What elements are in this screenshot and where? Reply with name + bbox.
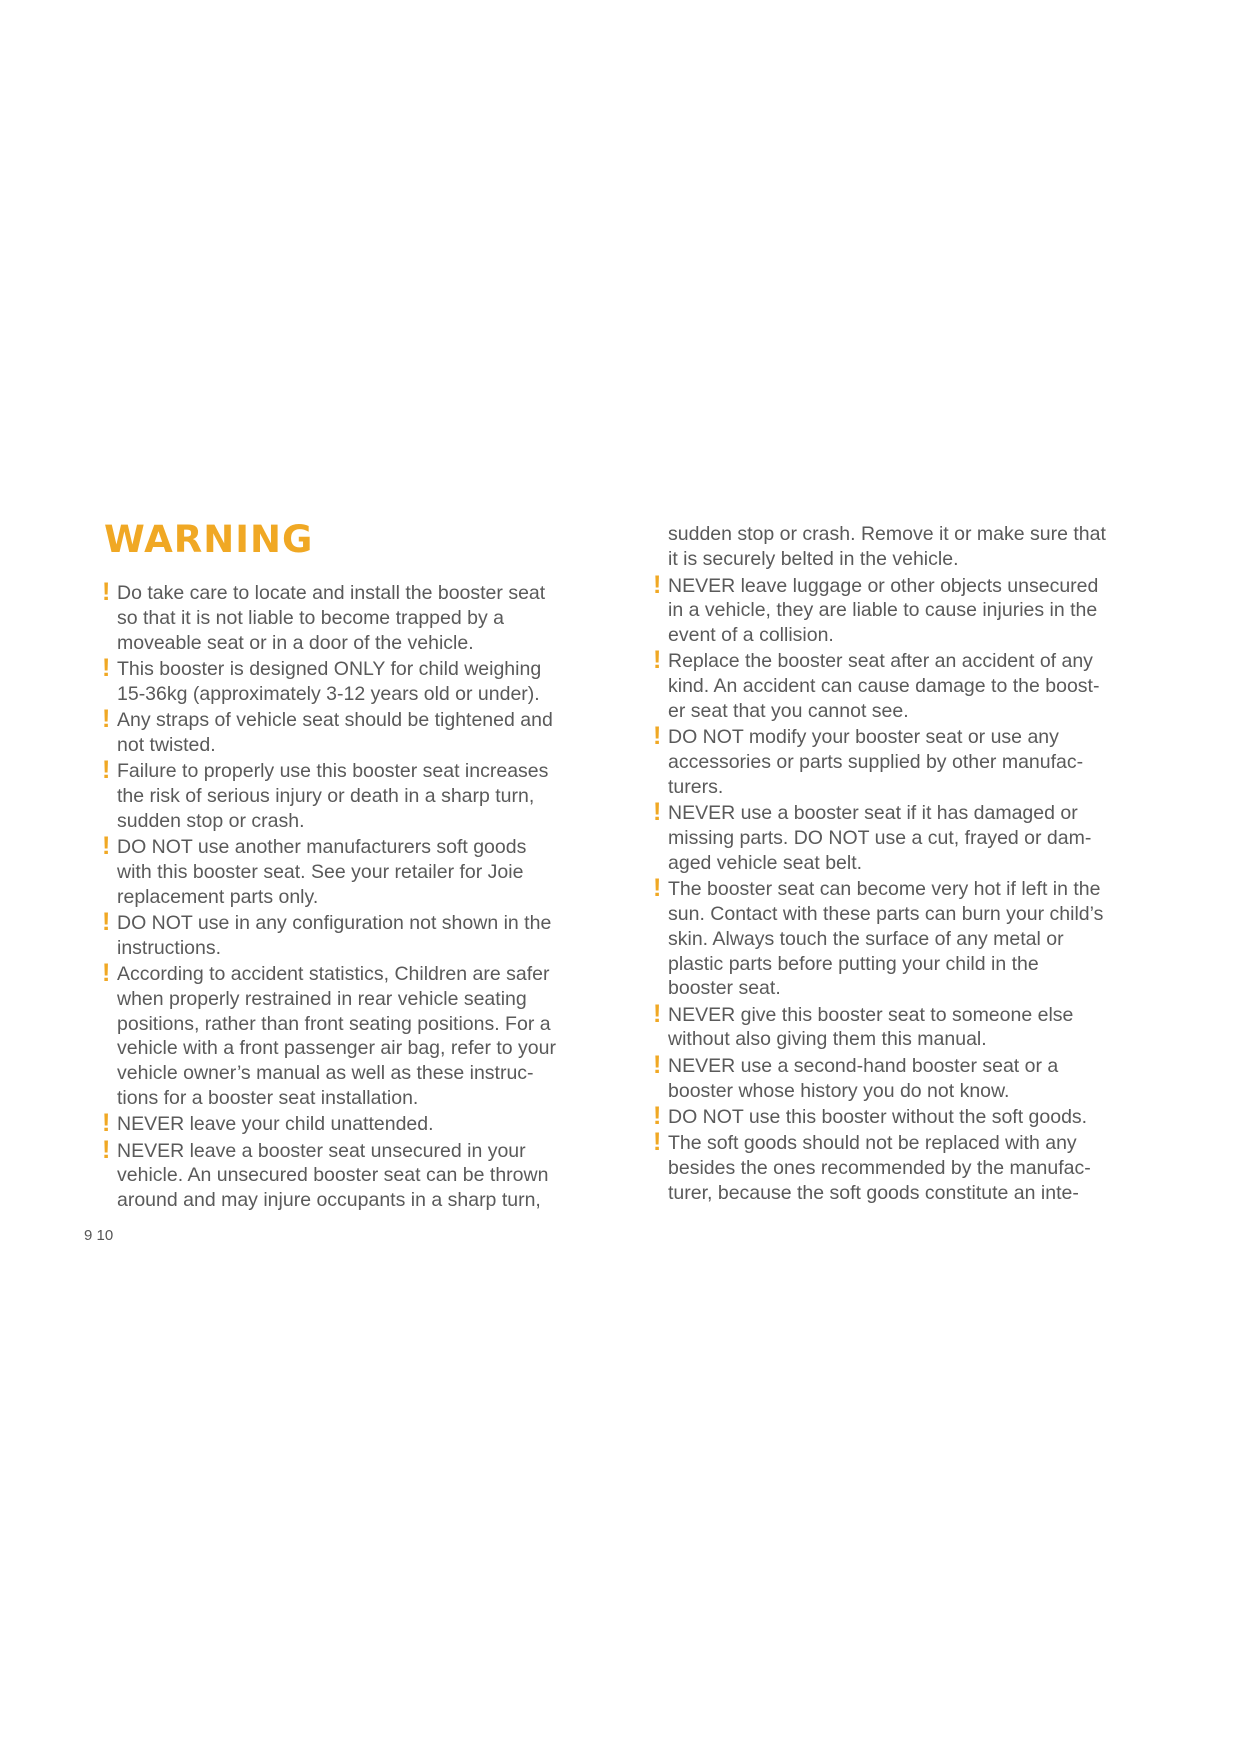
exclamation-icon: ! xyxy=(102,1109,111,1138)
warning-item xyxy=(653,798,1155,875)
warning-item-text: DO NOT use another manufacturers soft goods with this booster seat. See your retailer for Joie replacement parts only. xyxy=(117,835,527,908)
warning-item-text: The soft goods should not be replaced with any besides the ones recommended by the manufac- turer, because the soft goods constitute an inte- xyxy=(668,1132,1091,1204)
exclamation-icon: ! xyxy=(102,578,111,606)
warning-item xyxy=(653,722,1155,799)
warning-list-left xyxy=(102,578,604,1214)
continued-warning-label: sudden stop or crash. Remove it or make sure that it is securely belted in the vehicle. xyxy=(668,523,1106,570)
exclamation-icon: ! xyxy=(102,958,111,987)
warning-item-text: NEVER give this booster seat to someone else without also giving them this manual. xyxy=(668,1003,1074,1051)
warning-item xyxy=(102,831,604,909)
warning-item xyxy=(102,1109,604,1138)
warning-item xyxy=(653,999,1155,1053)
warning-item xyxy=(653,646,1155,723)
exclamation-icon: ! xyxy=(653,1050,662,1079)
warning-item xyxy=(653,1101,1155,1130)
warning-item-text: Replace the booster seat after an accident of any kind. An accident can cause damage to the boost- er seat that you cannot see. xyxy=(668,650,1100,723)
exclamation-icon: ! xyxy=(102,756,111,785)
warning-item xyxy=(102,958,604,1111)
warning-item-text: Any straps of vehicle seat should be tightened and not twisted. xyxy=(117,708,553,756)
warning-item-text: NEVER leave luggage or other objects unsecured in a vehicle, they are liable to cause injuries in the event of a collision. xyxy=(668,574,1099,647)
warning-item-text: Do take care to locate and install the booster seat so that it is not liable to become trapped by a moveable seat or in a door of the vehicle. xyxy=(117,582,546,654)
exclamation-icon: ! xyxy=(653,798,662,827)
warning-item-text: This booster is designed ONLY for child weighing 15-36kg (approximately 3-12 years old or under). xyxy=(117,657,542,705)
warning-item-text: According to accident statistics, Children are safer when properly restrained in rear vehicle seating positions, rather than front seating positions. For a vehicle with a front passenger air bag, refer to your vehicle owner’s manual as well as these instruc- tions for a booster seat installation. xyxy=(117,962,556,1109)
exclamation-icon: ! xyxy=(102,653,111,682)
warning-item-text: NEVER leave your child unattended. xyxy=(117,1113,434,1136)
warning-item xyxy=(102,1135,604,1213)
exclamation-icon: ! xyxy=(653,646,662,675)
warning-item xyxy=(653,570,1155,648)
warning-item xyxy=(102,756,604,833)
warning-list-right xyxy=(655,522,1155,1207)
exclamation-icon: ! xyxy=(102,704,111,733)
warning-item-text: The booster seat can become very hot if left in the sun. Contact with these parts can burn your child’s skin. Always touch the surface of any metal or plastic parts before putting your child in the booster seat. xyxy=(668,878,1104,1000)
warning-item-text: NEVER leave a booster seat unsecured in your vehicle. An unsecured booster seat can be thrown around and may injure occupants in a sharp turn, xyxy=(117,1139,549,1212)
exclamation-icon: ! xyxy=(653,570,662,599)
warning-item-text: DO NOT use in any configuration not shown in the instructions. xyxy=(117,911,552,959)
exclamation-icon: ! xyxy=(653,1101,662,1130)
warning-item-text: NEVER use a second-hand booster seat or a booster whose history you do not know. xyxy=(668,1054,1059,1102)
exclamation-icon: ! xyxy=(653,722,662,751)
warning-item xyxy=(653,1050,1155,1104)
exclamation-icon: ! xyxy=(653,874,662,903)
warning-item xyxy=(102,704,604,758)
warning-heading: WARNING xyxy=(104,518,314,561)
warning-item-text: DO NOT use this booster without the soft goods. xyxy=(668,1105,1088,1128)
exclamation-icon: ! xyxy=(102,1135,111,1164)
page-numbers: 9 10 xyxy=(84,1227,114,1244)
warning-item xyxy=(653,1128,1155,1205)
warning-item-text: NEVER use a booster seat if it has damaged or missing parts. DO NOT use a cut, frayed or dam- aged vehicle seat belt. xyxy=(668,802,1092,874)
warning-item xyxy=(102,578,604,655)
warning-item-text: DO NOT modify your booster seat or use any accessories or parts supplied by other manufac- turers. xyxy=(668,726,1084,798)
exclamation-icon: ! xyxy=(653,1128,662,1157)
warning-item-text: Failure to properly use this booster seat increases the risk of serious injury or death in a sharp turn, sudden stop or crash. xyxy=(117,760,549,832)
warning-item xyxy=(653,874,1155,1001)
continued-warning-text xyxy=(655,522,1155,572)
exclamation-icon: ! xyxy=(102,907,111,936)
warning-item xyxy=(102,653,604,707)
exclamation-icon: ! xyxy=(653,999,662,1028)
warning-item xyxy=(102,907,604,961)
exclamation-icon: ! xyxy=(102,831,111,860)
